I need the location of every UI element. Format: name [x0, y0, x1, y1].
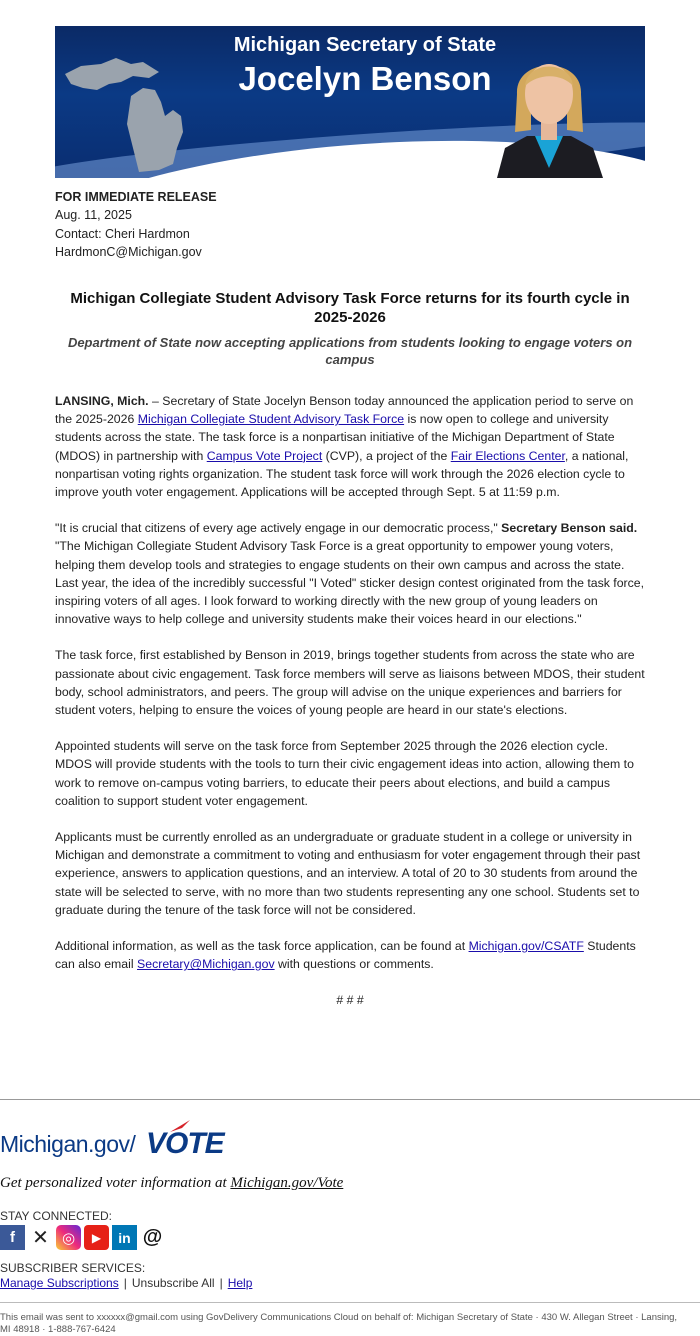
secretary-email-link[interactable]: Secretary@Michigan.gov — [137, 957, 275, 972]
paragraph-6 — [55, 937, 645, 973]
p6-text-3: with questions or comments. — [274, 957, 434, 972]
banner-name-title: Jocelyn Benson — [238, 60, 492, 97]
social-links — [0, 1225, 165, 1250]
personalized-info-text: Get personalized voter information at — [0, 1175, 231, 1191]
michigan-vote-link[interactable]: Michigan.gov/Vote — [230, 1175, 344, 1191]
unsubscribe-all-link[interactable]: Unsubscribe All — [131, 1276, 215, 1290]
fine-print: This email was sent to xxxxxx@gmail.com using GovDelivery Communications Cloud on behalf of: Michigan Secretary of State · 430 W. Allegan Street · Lansing, MI 48918 · 1-888-767-6424 — [0, 1312, 678, 1335]
p2-text-2: "The Michigan Collegiate Student Advisory Task Force is a great opportunity to empower young voters, helping them develop tools and strategies to engage students on their own campus and across the state. Last year, the idea of the incredibly successful "I Voted" sticker design contest originated from the task force, inspiring voters of all ages. I look forward to working directly with the new group of young leaders on innovative ways to help college and university students make their voices heard in our elections." — [55, 539, 645, 627]
campus-vote-project-link[interactable]: Campus Vote Project — [206, 448, 323, 463]
p2-text-1: "It is crucial that citizens of every age actively engage in our democratic process," — [55, 521, 502, 536]
paragraph-1 — [55, 392, 645, 501]
release-meta — [55, 188, 217, 261]
end-mark: # # # — [336, 993, 364, 1008]
fair-elections-center-link[interactable]: Fair Elections Center — [450, 448, 565, 463]
subscriber-services-label: SUBSCRIBER SERVICES: — [0, 1261, 146, 1275]
x-icon[interactable]: ✕ — [28, 1225, 53, 1250]
header-banner — [55, 26, 645, 178]
release-date: Aug. 11, 2025 — [55, 208, 132, 223]
footer-divider — [0, 1099, 700, 1100]
paragraph-4: Appointed students will serve on the task force from September 2025 through the 2026 election cycle. MDOS will provide students with the tools to turn their civic engagement ideas into action, allowing them to work to remove on-campus voting barriers, to educate their peers about elections, and build a campus coalition to support student voter engagement. — [55, 739, 634, 808]
press-body — [55, 392, 645, 1010]
stay-connected-label: STAY CONNECTED: — [0, 1209, 113, 1223]
release-email: HardmonC@Michigan.gov — [55, 244, 202, 259]
p2-speaker: Secretary Benson said. — [501, 521, 638, 536]
press-headline: Michigan Collegiate Student Advisory Task Force returns for its fourth cycle in 2025-2026 — [70, 290, 630, 326]
p1-text-2: is now open to college and university students across the state. The task force is a nonpartisan initiative of the Michigan Department of State (MDOS) in partnership with — [55, 412, 615, 463]
logo-domain-text: Michigan.gov/ — [0, 1131, 136, 1157]
subscriber-links — [0, 1276, 252, 1290]
fine-print-divider — [0, 1302, 700, 1303]
michigan-map-icon — [61, 44, 211, 178]
instagram-icon[interactable]: ◎ — [56, 1225, 81, 1250]
help-link[interactable]: Help — [227, 1276, 253, 1290]
logo-vote-text: VOTE — [146, 1127, 224, 1160]
p6-text-2: Students can also email — [55, 939, 636, 972]
separator: | — [219, 1276, 223, 1290]
secretary-portrait — [487, 36, 611, 178]
threads-icon[interactable]: @ — [140, 1225, 165, 1250]
p1-text-3: (CVP), a project of the — [322, 448, 451, 463]
csatf-link[interactable]: Michigan.gov/CSATF — [468, 939, 584, 954]
release-label: FOR IMMEDIATE RELEASE — [55, 190, 217, 204]
youtube-icon[interactable]: ▶ — [84, 1225, 109, 1250]
banner-office-title: Michigan Secretary of State — [233, 34, 497, 56]
paragraph-3: The task force, first established by Benson in 2019, brings together students from across the state who are passionate about civic engagement. Task force members will serve as liaisons between MDOS, their student body, school administrators, and peers. The group will advise on the unique experiences and barriers for student voters, helping to ensure the voices of young people are heard in our state's elections. — [55, 648, 645, 718]
logo-checkmark-icon — [168, 1118, 198, 1162]
separator: | — [123, 1276, 127, 1290]
dateline: LANSING, Mich. — [55, 394, 149, 408]
p1-text-1: – Secretary of State Jocelyn Benson today announced the application period to serve on the 2025-2026 — [55, 394, 634, 427]
press-subhead: Department of State now accepting applications from students looking to engage voters on campus — [67, 335, 633, 367]
paragraph-5: Applicants must be currently enrolled as an undergraduate or graduate student in a college or university in Michigan and demonstrate a commitment to voting and enthusiasm for voter engagement through their past experience, answers to application questions, and an interview. A total of 20 to 30 students from around the state will be selected to serve, with no more than two students representing any one school. Students set to graduate during the tenure of the task force will not be considered. — [55, 830, 641, 917]
michigan-vote-logo[interactable] — [0, 1118, 230, 1162]
facebook-icon[interactable]: f — [0, 1225, 25, 1250]
p6-text-1: Additional information, as well as the task force application, can be found at — [55, 939, 469, 954]
task-force-link[interactable]: Michigan Collegiate Student Advisory Task Force — [137, 412, 405, 427]
linkedin-icon[interactable]: in — [112, 1225, 137, 1250]
paragraph-2 — [55, 519, 645, 628]
personalized-info — [0, 1175, 343, 1192]
release-contact: Contact: Cheri Hardmon — [55, 226, 190, 241]
p1-text-4: , a national, nonpartisan voting rights organization. The student task force will work through the 2026 election cycle to improve youth voter engagement. Applications will be accepted through Sept. 5 at 11:59 p.m. — [55, 448, 629, 500]
manage-subscriptions-link[interactable]: Manage Subscriptions — [0, 1276, 119, 1290]
